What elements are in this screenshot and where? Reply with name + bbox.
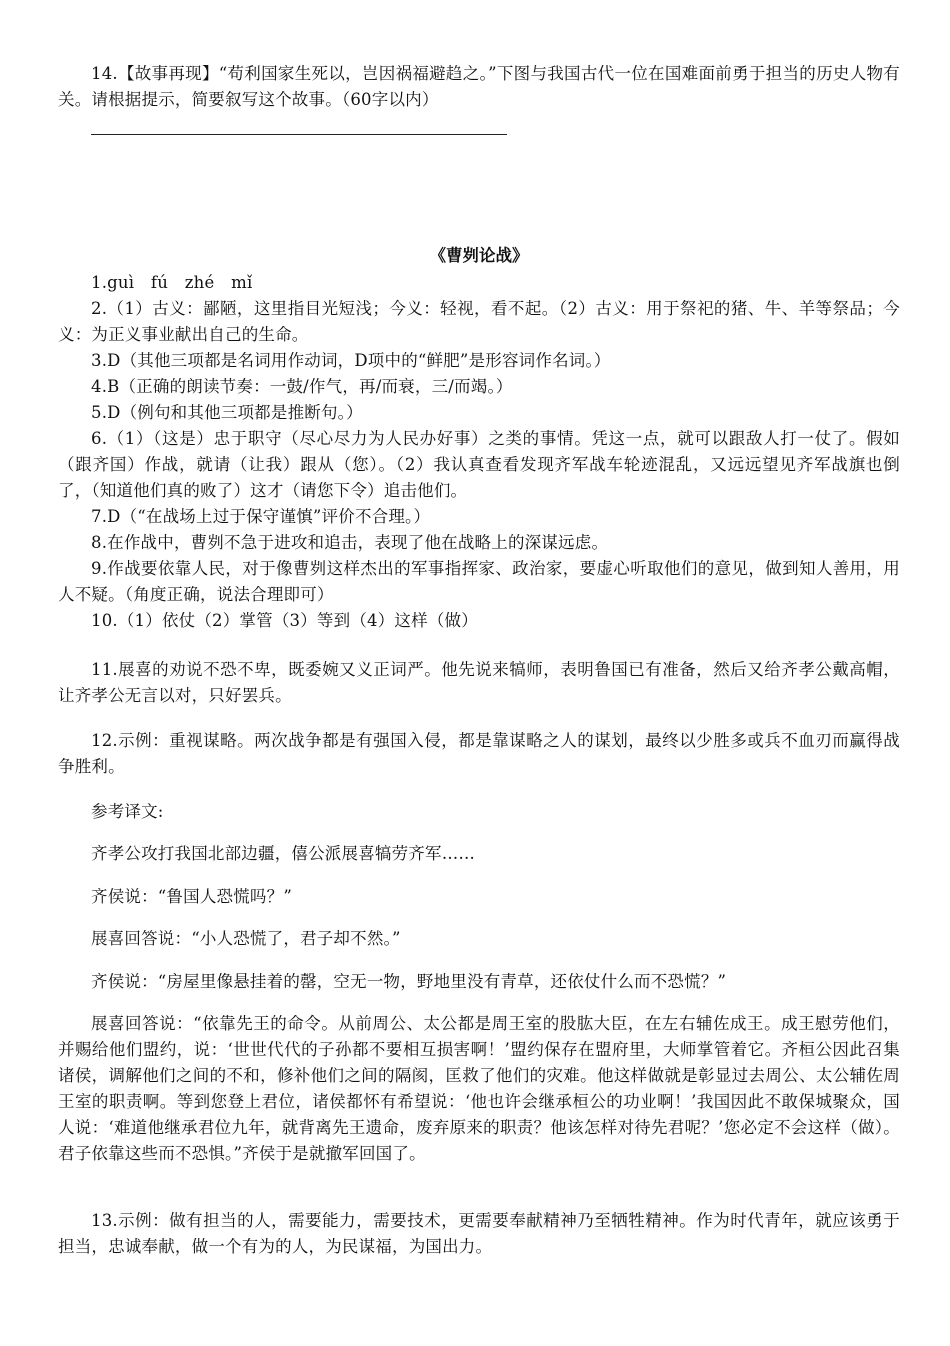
translation-paragraph-4: 齐侯说：“房屋里像悬挂着的罄，空无一物，野地里没有青草，还依仗什么而不恐慌？” — [91, 972, 727, 991]
translation-paragraph-5: 展喜回答说：“依靠先王的命令。从前周公、太公都是周王室的股肱大臣，在左右辅佐成王。成王慰劳他们，并赐给他们盟约，说：‘世世代代的子孙都不要相互损害啊！’盟约保存在盟府里，大师掌管着它。齐桓公因此召集诸侯，调解他们之间的不和，修补他们之间的隔阂，匡救了他们的灾难。他这样做就是彰显过去周公、太公辅佐周王室的职责啊。等到您登上君位，诸侯都怀有希望说：‘他也许会继承桓公的功业啊！’我国因此不敢保城聚众，国人说：‘难道他继承君位九年，就背离先王遗命，废弃原来的职责？他该怎样对待先君呢？’您必定不会这样（做）。君子依靠这些而不恐惧。”齐侯于是就撤军回国了。 — [58, 1014, 900, 1163]
translation-paragraph-1: 齐孝公攻打我国北部边疆，僖公派展喜犒劳齐军…… — [91, 844, 476, 863]
answer-item-3: 3.D（其他三项都是名词用作动词，D项中的“鲜肥”是形容词作名词。） — [91, 351, 611, 370]
answer-item-8: 8.在作战中，曹刿不急于进攻和追击，表现了他在战略上的深谋远虑。 — [91, 533, 609, 552]
answer-item-5: 5.D（例句和其他三项都是推断句。） — [91, 403, 363, 422]
answer-item-7: 7.D（“在战场上过于保守谨慎”评价不合理。） — [91, 507, 431, 526]
section-title: 《曹刿论战》 — [429, 246, 529, 265]
answer-item-9: 9.作战要依靠人民，对于像曹刿这样杰出的军事指挥家、政治家，要虚心听取他们的意见，做到知人善用，用人不疑。（角度正确，说法合理即可） — [58, 559, 900, 604]
answer-item-10: 10.（1）依仗（2）掌管（3）等到（4）这样（做） — [91, 611, 478, 630]
answer-item-13: 13.示例：做有担当的人，需要能力，需要技术，更需要奉献精神乃至牺牲精神。作为时代青年，就应该勇于担当，忠诚奉献，做一个有为的人，为民谋福，为国出力。 — [58, 1211, 900, 1256]
question-14: 14.【故事再现】“苟利国家生死以，岂因祸福避趋之。”下图与我国古代一位在国难面前勇于担当的历史人物有关。请根据提示，简要叙写这个故事。（60字以内） — [58, 64, 900, 109]
answer-blank-line — [91, 134, 507, 135]
translation-paragraph-2: 齐侯说：“鲁国人恐慌吗？” — [91, 887, 292, 906]
answer-item-2: 2.（1）古义：鄙陋，这里指目光短浅；今义：轻视，看不起。（2）古义：用于祭祀的猪、牛、羊等祭品；今义：为正义事业献出自己的生命。 — [58, 299, 900, 344]
answer-list — [58, 270, 900, 634]
translation-paragraph-3: 展喜回答说：“小人恐慌了，君子却不然。” — [91, 929, 401, 948]
answer-item-12: 12.示例：重视谋略。两次战争都是有强国入侵，都是靠谋略之人的谋划，最终以少胜多或兵不血刃而赢得战争胜利。 — [58, 731, 900, 776]
answer-item-1: 1.guì fú zhé mǐ — [91, 273, 253, 292]
translation-heading: 参考译文: — [91, 802, 164, 821]
answer-item-4: 4.B（正确的朗读节奏：一鼓/作气，再/而衰，三/而竭。） — [91, 377, 513, 396]
answer-item-11: 11.展喜的劝说不恐不卑，既委婉又义正词严。他先说来犒师，表明鲁国已有准备，然后又给齐孝公戴高帽，让齐孝公无言以对，只好罢兵。 — [58, 660, 900, 705]
answer-item-6: 6.（1）（这是）忠于职守（尽心尽力为人民办好事）之类的事情。凭这一点，就可以跟敌人打一仗了。假如（跟齐国）作战，就请（让我）跟从（您）。（2）我认真查看发现齐军战车轮迹混乱，又远远望见齐军战旗也倒了，（知道他们真的败了）这才（请您下令）追击他们。 — [58, 429, 900, 500]
